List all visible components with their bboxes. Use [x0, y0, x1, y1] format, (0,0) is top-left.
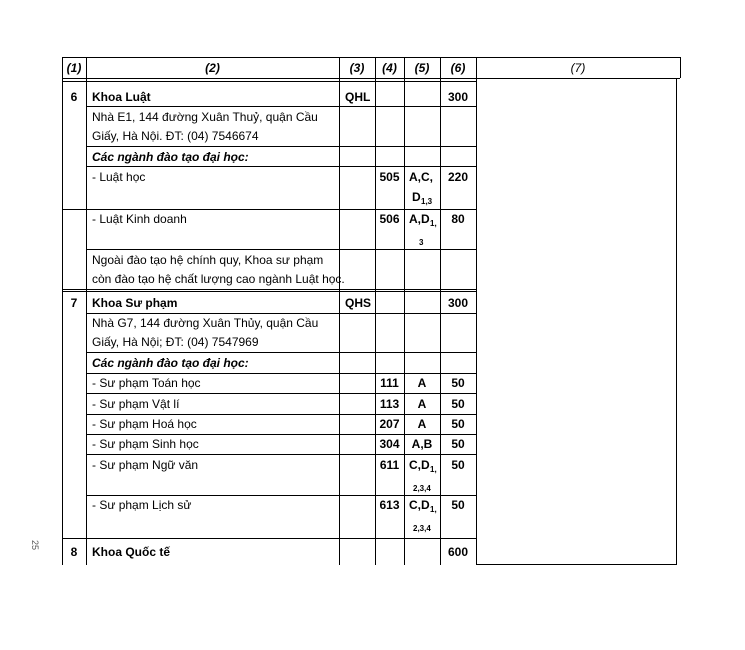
edu-program-6-block-sub: 1,: [430, 505, 437, 514]
page-number: 25: [30, 540, 40, 551]
row-line-law-name: [86, 106, 476, 107]
col-line-7-top: [680, 57, 681, 78]
edu-program-6-block-sub-2: 2,3,4: [413, 524, 431, 533]
row-line-edu-p1: [86, 393, 476, 394]
law-program-1-quota: 220: [447, 170, 469, 184]
law-program-1-code: 505: [379, 170, 400, 184]
edu-no: 7: [70, 296, 78, 310]
edu-program-5-code: 611: [379, 458, 400, 472]
row-line-law-heading: [86, 166, 476, 167]
law-program-1-block-2: D: [412, 190, 421, 204]
row-line-header-1: [62, 78, 680, 79]
edu-program-2-name: - Sư phạm Vật lí: [92, 397, 180, 411]
law-note-line-1: Ngoài đào tạo hệ chính quy, Khoa sư phạm: [92, 253, 324, 267]
edu-name: Khoa Sư phạm: [92, 296, 178, 310]
header-col-1: (1): [66, 61, 82, 75]
row-line-edu-name: [86, 313, 476, 314]
edu-program-3-block: A: [417, 417, 427, 431]
header-col-2: (2): [205, 61, 220, 75]
law-program-2-block: A,D: [409, 212, 430, 226]
row-line-law-end-2: [62, 291, 476, 292]
law-program-2-code: 506: [379, 212, 400, 226]
row-line-law-end-1: [62, 289, 476, 290]
edu-quota: 300: [447, 296, 469, 310]
row-line-right-bottom: [476, 564, 676, 565]
row-line-header-2: [62, 81, 476, 82]
header-col-6: (6): [450, 61, 466, 75]
law-name: Khoa Luật: [92, 90, 151, 104]
col-line-3: [375, 57, 376, 565]
intl-no: 8: [70, 545, 78, 559]
edu-program-5-name: - Sư phạm Ngữ văn: [92, 458, 199, 472]
row-line-edu-address: [86, 352, 476, 353]
edu-program-3-name: - Sư phạm Hoá học: [92, 417, 197, 431]
law-program-2-quota: 80: [451, 212, 465, 226]
edu-program-1-name: - Sư phạm Toán học: [92, 376, 201, 390]
law-quota: 300: [447, 90, 469, 104]
intl-quota: 600: [447, 545, 469, 559]
col-line-2: [339, 57, 340, 565]
law-program-2-block-sub: 1,: [430, 219, 437, 228]
law-program-1-name: - Luật học: [92, 170, 146, 184]
header-col-5: (5): [414, 61, 430, 75]
edu-programs-heading: Các ngành đào tạo đại học:: [92, 356, 249, 370]
header-col-4: (4): [382, 61, 397, 75]
row-line-edu-p5: [86, 495, 476, 496]
edu-program-1-block: A: [417, 376, 427, 390]
edu-program-4-name: - Sư phạm Sinh học: [92, 437, 199, 451]
edu-program-4-block: A,B: [411, 437, 433, 451]
edu-program-2-quota: 50: [451, 397, 465, 411]
intl-name: Khoa Quốc tế: [92, 545, 171, 559]
law-program-1-block-sub: 1,3: [421, 197, 433, 206]
edu-program-3-code: 207: [379, 417, 400, 431]
law-programs-heading: Các ngành đào tạo đại học:: [92, 150, 249, 164]
header-col-3: (3): [349, 61, 365, 75]
law-program-2-name: - Luật Kinh doanh: [92, 212, 187, 226]
row-line-edu-p2: [86, 414, 476, 415]
row-line-edu-p4: [86, 454, 476, 455]
edu-program-5-block-sub-2: 2,3,4: [413, 484, 431, 493]
edu-program-6-code: 613: [379, 498, 400, 512]
edu-program-4-code: 304: [379, 437, 400, 451]
edu-program-2-code: 113: [379, 397, 400, 411]
edu-address-line-1: Nhà G7, 144 đường Xuân Thủy, quận Cầu: [92, 316, 319, 330]
edu-program-5-quota: 50: [451, 458, 465, 472]
law-note-line-2: còn đào tạo hệ chất lượng cao ngành Luật học.: [92, 272, 345, 286]
law-no: 6: [70, 90, 78, 104]
col-line-7-body: [676, 78, 677, 565]
col-line-4: [404, 57, 405, 565]
edu-program-6-block: C,D: [409, 498, 430, 512]
edu-program-4-quota: 50: [451, 437, 465, 451]
row-line-law-prog2: [86, 249, 476, 250]
law-address-line-1: Nhà E1, 144 đường Xuân Thuỷ, quận Cầu: [92, 110, 318, 124]
row-line-law-prog1: [62, 209, 476, 210]
col-line-6: [476, 57, 477, 565]
edu-program-5-block-sub: 1,: [430, 465, 437, 474]
law-program-1-block: A,C,: [409, 170, 433, 184]
law-address-line-2: Giấy, Hà Nội. ĐT: (04) 7546674: [92, 129, 259, 143]
row-line-edu-heading: [86, 373, 476, 374]
edu-program-6-quota: 50: [451, 498, 465, 512]
edu-program-3-quota: 50: [451, 417, 465, 431]
edu-program-5-block: C,D: [409, 458, 430, 472]
edu-program-1-code: 111: [380, 376, 399, 390]
edu-address-line-2: Giấy, Hà Nội; ĐT: (04) 7547969: [92, 335, 259, 349]
edu-program-6-name: - Sư phạm Lịch sử: [92, 498, 192, 512]
col-line-left: [62, 57, 63, 565]
law-program-2-block-sub-2: 3: [419, 238, 424, 247]
row-line-edu-p3: [86, 434, 476, 435]
header-col-7: (7): [570, 61, 586, 75]
edu-program-1-quota: 50: [451, 376, 465, 390]
col-line-5: [440, 57, 441, 565]
row-line-top: [62, 57, 680, 58]
edu-program-2-block: A: [417, 397, 427, 411]
law-code: QHL: [345, 90, 371, 104]
edu-code: QHS: [345, 296, 372, 310]
row-line-edu-end: [62, 538, 476, 539]
col-line-1: [86, 57, 87, 565]
row-line-law-address: [86, 146, 476, 147]
